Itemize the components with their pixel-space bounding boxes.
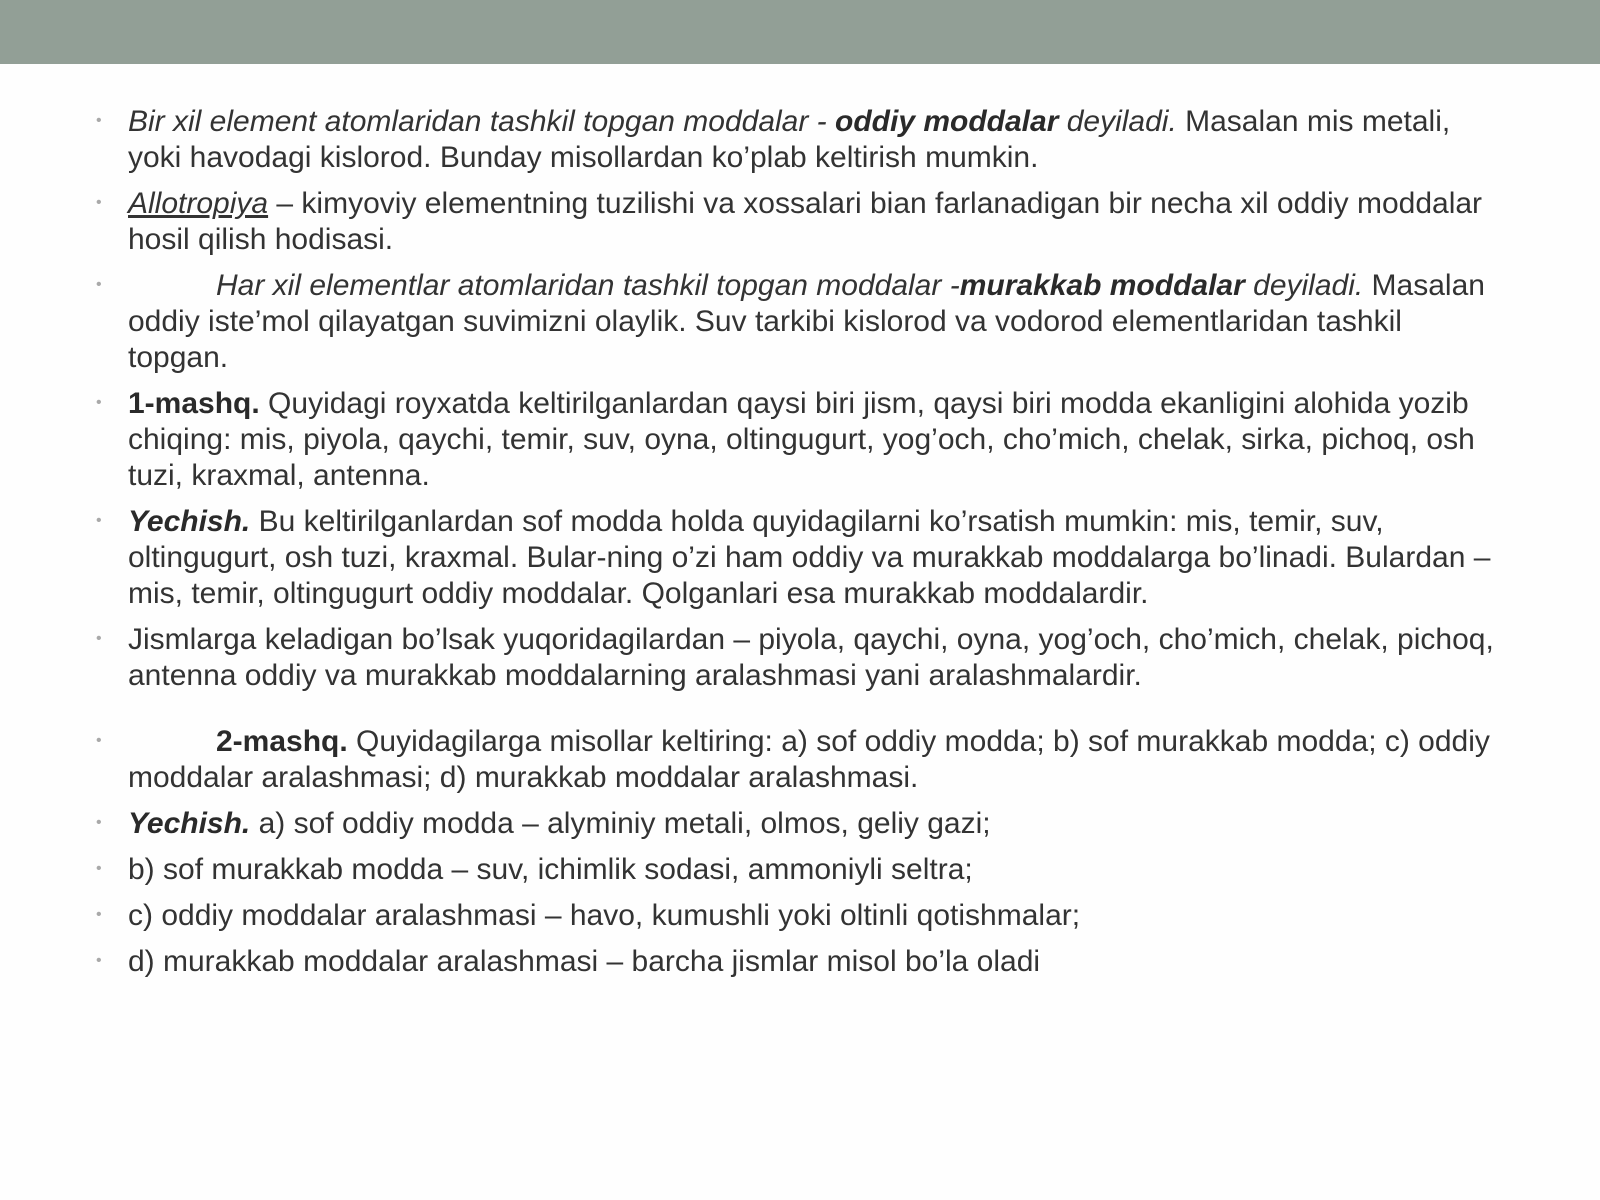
exercise-label: 1-mashq. — [128, 387, 260, 420]
bullet-icon: • — [96, 732, 102, 749]
bullet-icon: • — [96, 906, 102, 923]
solution-label: Yechish. — [128, 505, 251, 538]
bullet-icon: • — [96, 630, 102, 647]
list-item — [96, 386, 1496, 494]
list-item — [96, 504, 1496, 612]
term-complex-substances: murakkab moddalar — [959, 269, 1245, 302]
title-bar — [0, 0, 1600, 64]
definition-text: Har xil elementlar atomlaridan tashkil topgan moddalar - — [216, 269, 960, 302]
list-item — [96, 806, 1496, 842]
exercise-text: Quyidagi royxatda keltirilganlardan qaysi biri jism, qaysi biri modda ekanligini alohida yozib chiqing: mis, piyola, qaychi, temir, suv, oyna, oltingugurt, yog’och, cho’mich, chelak, sirka, pichoq, osh tuzi, kraxmal, antenna. — [128, 387, 1475, 492]
bullet-icon: • — [96, 276, 102, 293]
list-item — [96, 268, 1496, 376]
bullet-icon: • — [96, 814, 102, 831]
list-item — [96, 724, 1496, 796]
bullet-list — [96, 104, 1496, 980]
exercise-label: 2-mashq. — [216, 725, 348, 758]
bullet-icon: • — [96, 194, 102, 211]
list-item — [96, 186, 1496, 258]
definition-suffix: deyiladi. — [1058, 105, 1177, 138]
solution-label: Yechish. — [128, 807, 251, 840]
list-item — [96, 898, 1496, 934]
exercise-text: Quyidagilarga misollar keltiring: a) sof oddiy modda; b) sof murakkab modda; c) oddiy moddalar aralashmasi; d) murakkab moddalar aralashmasi. — [128, 725, 1490, 794]
bullet-icon: • — [96, 512, 102, 529]
example-text: Masalan mis metali, yoki havodagi kislorod. Bunday misollardan ko’plab keltirish mumkin. — [128, 105, 1451, 174]
example-text: Masalan oddiy iste’mol qilayatgan suvimizni olaylik. Suv tarkibi kislorod va vodorod elementlaridan tashkil topgan. — [128, 269, 1485, 374]
item-text: d) murakkab moddalar aralashmasi – barcha jismlar misol bo’la oladi — [128, 945, 1041, 978]
item-text: c) oddiy moddalar aralashmasi – havo, kumushli yoki oltinli qotishmalar; — [128, 899, 1081, 932]
bullet-icon: • — [96, 394, 102, 411]
solution-text: a) sof oddiy modda – alyminiy metali, olmos, geliy gazi; — [250, 807, 991, 840]
bullet-icon: • — [96, 112, 102, 129]
solution-text: Bu keltirilganlardan sof modda holda quyidagilarni ko’rsatish mumkin: mis, temir, suv, oltingugurt, osh tuzi, kraxmal. Bular-ning o’zi ham oddiy va murakkab moddalarga bo’linadi. Bulardan – mis, temir, oltingugurt oddiy moddalar. Qolganlari esa murakkab moddalardir. — [128, 505, 1491, 610]
list-item — [96, 852, 1496, 888]
list-item — [96, 622, 1496, 694]
item-text: b) sof murakkab modda – suv, ichimlik sodasi, ammoniyli seltra; — [128, 853, 973, 886]
definition-suffix: deyiladi. — [1244, 269, 1364, 302]
term-allotropy: Allotropiya — [128, 187, 269, 220]
definition-text: – kimyoviy elementning tuzilishi va xossalari bian farlanadigan bir necha xil oddiy moddalar hosil qilish hodisasi. — [128, 187, 1483, 256]
bullet-icon: • — [96, 952, 102, 969]
item-text: Jismlarga keladigan bo’lsak yuqoridagilardan – piyola, qaychi, oyna, yog’och, cho’mich, chelak, pichoq, antenna oddiy va murakkab moddalarning aralashmasi yani aralashmalardir. — [128, 623, 1494, 692]
definition-text: Bir xil element atomlaridan tashkil topgan moddalar - — [128, 105, 836, 138]
term-simple-substances: oddiy moddalar — [835, 105, 1059, 138]
list-item — [96, 944, 1496, 980]
list-item — [96, 104, 1496, 176]
slide-body — [96, 104, 1496, 990]
bullet-icon: • — [96, 860, 102, 877]
